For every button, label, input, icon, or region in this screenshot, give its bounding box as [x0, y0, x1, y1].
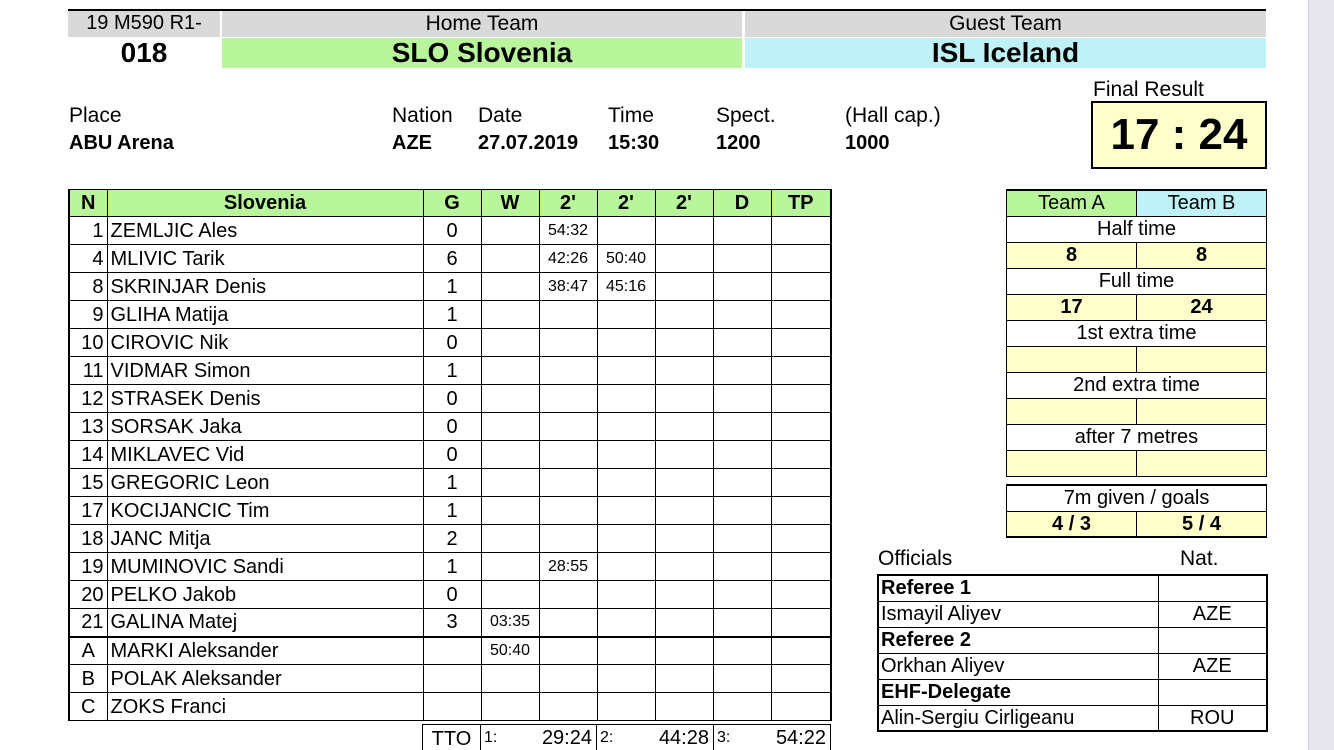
- hallcap-label: (Hall cap.): [845, 104, 941, 127]
- col-header-susp3: 2': [655, 190, 713, 217]
- referee-1-label: Referee 1: [878, 575, 1158, 601]
- player-name: CIROVIC Nik: [107, 329, 423, 357]
- player-goals: 1: [423, 301, 481, 329]
- player-number: 19: [69, 553, 107, 581]
- player-susp1: [539, 609, 597, 637]
- player-name: KOCIJANCIC Tim: [107, 497, 423, 525]
- table-row: [69, 273, 831, 301]
- player-susp1: [539, 385, 597, 413]
- official-blank: [539, 637, 597, 665]
- player-goals: 0: [423, 329, 481, 357]
- half-time-b: 8: [1137, 242, 1267, 268]
- player-susp3: [655, 581, 713, 609]
- player-disq: [713, 441, 771, 469]
- time-label: Time: [608, 104, 654, 127]
- guest-team-label: Guest Team: [745, 11, 1266, 37]
- date-label: Date: [478, 104, 523, 127]
- table-row: [69, 525, 831, 553]
- player-susp1: [539, 581, 597, 609]
- player-goals: 0: [423, 217, 481, 245]
- player-name: GALINA Matej: [107, 609, 423, 637]
- player-warning: [481, 217, 539, 245]
- player-susp2: 50:40: [597, 245, 655, 273]
- player-susp2: [597, 609, 655, 637]
- officials-table: [877, 574, 1268, 732]
- player-susp2: [597, 357, 655, 385]
- col-header-disq: D: [713, 190, 771, 217]
- player-disq: [713, 329, 771, 357]
- player-tp: [771, 413, 831, 441]
- table-row: [69, 217, 831, 245]
- tto-1-value: 29:24: [541, 727, 592, 749]
- player-susp1: [539, 441, 597, 469]
- player-warning: [481, 385, 539, 413]
- player-name: SORSAK Jaka: [107, 413, 423, 441]
- player-number: 12: [69, 385, 107, 413]
- player-susp1: [539, 329, 597, 357]
- results-table: [1006, 189, 1267, 477]
- player-susp3: [655, 441, 713, 469]
- team-official-row: [69, 693, 831, 721]
- player-warning: [481, 329, 539, 357]
- player-susp3: [655, 273, 713, 301]
- player-warning: [481, 273, 539, 301]
- after-7m-label: after 7 metres: [1007, 424, 1267, 450]
- player-number: 4: [69, 245, 107, 273]
- referee-1-nat-blank: [1158, 575, 1267, 601]
- referee-2-nat: AZE: [1158, 653, 1267, 679]
- officials-label: Officials: [878, 547, 953, 570]
- player-tp: [771, 469, 831, 497]
- player-disq: [713, 273, 771, 301]
- player-disq: [713, 609, 771, 637]
- player-tp: [771, 217, 831, 245]
- player-name: MLIVIC Tarik: [107, 245, 423, 273]
- player-warning: [481, 553, 539, 581]
- table-row: [69, 609, 831, 637]
- player-number: 14: [69, 441, 107, 469]
- player-susp3: [655, 385, 713, 413]
- seven-metre-label: 7m given / goals: [1007, 485, 1267, 511]
- player-susp2: [597, 497, 655, 525]
- official-warning: [481, 665, 539, 693]
- officials-nat-label: Nat.: [1180, 547, 1219, 570]
- tto-3: [714, 725, 831, 750]
- player-susp2: [597, 469, 655, 497]
- player-susp2: [597, 553, 655, 581]
- half-time-a: 8: [1007, 242, 1137, 268]
- player-warning: [481, 469, 539, 497]
- nation-label: Nation: [392, 104, 453, 127]
- half-time-label: Half time: [1007, 216, 1267, 242]
- place-value: ABU Arena: [69, 132, 174, 154]
- player-susp1: 28:55: [539, 553, 597, 581]
- date-value: 27.07.2019: [478, 132, 579, 154]
- player-susp3: [655, 329, 713, 357]
- player-susp3: [655, 553, 713, 581]
- time-value: 15:30: [608, 132, 660, 154]
- player-number: 18: [69, 525, 107, 553]
- player-susp2: [597, 385, 655, 413]
- player-susp1: [539, 301, 597, 329]
- official-blank: [597, 665, 655, 693]
- player-susp3: [655, 609, 713, 637]
- player-number: 17: [69, 497, 107, 525]
- player-susp1: [539, 469, 597, 497]
- col-header-n: N: [69, 190, 107, 217]
- extra-time-2-a: [1007, 398, 1137, 424]
- player-name: STRASEK Denis: [107, 385, 423, 413]
- team-official-row: [69, 637, 831, 665]
- player-susp3: [655, 245, 713, 273]
- player-name: ZEMLJIC Ales: [107, 217, 423, 245]
- player-susp2: [597, 525, 655, 553]
- player-susp3: [655, 497, 713, 525]
- tto-row: [422, 724, 831, 750]
- player-tp: [771, 581, 831, 609]
- player-name: MUMINOVIC Sandi: [107, 553, 423, 581]
- player-susp3: [655, 357, 713, 385]
- player-susp2: 45:16: [597, 273, 655, 301]
- delegate-label: EHF-Delegate: [878, 679, 1158, 705]
- player-goals: 0: [423, 413, 481, 441]
- official-blank: [771, 665, 831, 693]
- official-warning: [481, 693, 539, 721]
- player-name: SKRINJAR Denis: [107, 273, 423, 301]
- player-goals: 0: [423, 581, 481, 609]
- player-susp2: [597, 329, 655, 357]
- delegate-nat-blank: [1158, 679, 1267, 705]
- player-tp: [771, 525, 831, 553]
- guest-team-name: ISL Iceland: [745, 38, 1266, 68]
- player-tp: [771, 357, 831, 385]
- roster-header-row: [69, 190, 831, 217]
- col-header-team: Slovenia: [107, 190, 423, 217]
- home-team-label: Home Team: [222, 11, 742, 37]
- player-disq: [713, 301, 771, 329]
- official-blank: [713, 637, 771, 665]
- spect-value: 1200: [716, 132, 761, 154]
- col-header-susp1: 2': [539, 190, 597, 217]
- official-blank: [539, 665, 597, 693]
- extra-time-1-b: [1137, 346, 1267, 372]
- player-warning: [481, 357, 539, 385]
- match-code-line2: 018: [120, 37, 168, 68]
- col-header-goals: G: [423, 190, 481, 217]
- official-blank: [655, 637, 713, 665]
- player-tp: [771, 441, 831, 469]
- delegate-name: Alin-Sergiu Cirligeanu: [878, 705, 1158, 731]
- player-disq: [713, 413, 771, 441]
- tto-1-label: 1:: [484, 729, 498, 746]
- roster-table: [68, 189, 832, 721]
- player-susp1: [539, 413, 597, 441]
- player-number: 15: [69, 469, 107, 497]
- referee-1-nat: AZE: [1158, 601, 1267, 627]
- official-goals-blank: [423, 637, 481, 665]
- table-row: [69, 301, 831, 329]
- player-susp1: [539, 525, 597, 553]
- player-warning: [481, 441, 539, 469]
- referee-2-nat-blank: [1158, 627, 1267, 653]
- player-susp2: [597, 581, 655, 609]
- player-warning: [481, 301, 539, 329]
- player-susp3: [655, 217, 713, 245]
- table-row: [69, 581, 831, 609]
- player-number: 21: [69, 609, 107, 637]
- official-warning: 50:40: [481, 637, 539, 665]
- team-b-label: Team B: [1137, 190, 1267, 216]
- seven-metre-b: 5 / 4: [1137, 511, 1267, 537]
- player-susp1: 38:47: [539, 273, 597, 301]
- player-name: MIKLAVEC Vid: [107, 441, 423, 469]
- player-susp1: 42:26: [539, 245, 597, 273]
- player-disq: [713, 525, 771, 553]
- player-susp1: 54:32: [539, 217, 597, 245]
- player-goals: 1: [423, 553, 481, 581]
- referee-2-name: Orkhan Aliyev: [878, 653, 1158, 679]
- player-disq: [713, 217, 771, 245]
- tto-3-label: 3:: [717, 729, 731, 746]
- official-blank: [713, 665, 771, 693]
- page-edge: [1308, 0, 1334, 750]
- player-susp3: [655, 525, 713, 553]
- table-row: [69, 497, 831, 525]
- player-name: VIDMAR Simon: [107, 357, 423, 385]
- after-7m-a: [1007, 450, 1137, 476]
- table-row: [69, 413, 831, 441]
- official-blank: [655, 665, 713, 693]
- player-disq: [713, 553, 771, 581]
- delegate-nat: ROU: [1158, 705, 1267, 731]
- extra-time-2-label: 2nd extra time: [1007, 372, 1267, 398]
- player-susp2: [597, 413, 655, 441]
- col-header-warning: W: [481, 190, 539, 217]
- place-label: Place: [69, 104, 122, 127]
- col-header-susp2: 2': [597, 190, 655, 217]
- official-letter: A: [69, 637, 107, 665]
- tto-label: TTO: [423, 725, 481, 750]
- official-letter: C: [69, 693, 107, 721]
- official-blank: [655, 693, 713, 721]
- after-7m-b: [1137, 450, 1267, 476]
- tto-2-value: 44:28: [658, 727, 709, 749]
- player-susp1: [539, 497, 597, 525]
- player-goals: 1: [423, 469, 481, 497]
- col-header-tp: TP: [771, 190, 831, 217]
- player-warning: [481, 413, 539, 441]
- player-goals: 6: [423, 245, 481, 273]
- player-goals: 1: [423, 273, 481, 301]
- player-susp1: [539, 357, 597, 385]
- final-result-score: 17 : 24: [1091, 101, 1267, 169]
- player-tp: [771, 609, 831, 637]
- referee-1-name: Ismayil Aliyev: [878, 601, 1158, 627]
- player-disq: [713, 497, 771, 525]
- player-tp: [771, 497, 831, 525]
- player-goals: 1: [423, 497, 481, 525]
- tto-2-label: 2:: [600, 729, 614, 746]
- player-goals: 3: [423, 609, 481, 637]
- player-tp: [771, 385, 831, 413]
- player-susp2: [597, 441, 655, 469]
- player-disq: [713, 385, 771, 413]
- player-number: 11: [69, 357, 107, 385]
- official-blank: [713, 693, 771, 721]
- player-goals: 0: [423, 385, 481, 413]
- official-goals-blank: [423, 665, 481, 693]
- player-tp: [771, 301, 831, 329]
- player-disq: [713, 357, 771, 385]
- official-blank: [597, 693, 655, 721]
- player-disq: [713, 581, 771, 609]
- player-susp3: [655, 413, 713, 441]
- official-name: MARKI Aleksander: [107, 637, 423, 665]
- player-warning: [481, 245, 539, 273]
- table-row: [69, 357, 831, 385]
- table-row: [69, 469, 831, 497]
- player-susp3: [655, 301, 713, 329]
- table-row: [69, 553, 831, 581]
- table-row: [69, 385, 831, 413]
- official-blank: [771, 693, 831, 721]
- extra-time-1-label: 1st extra time: [1007, 320, 1267, 346]
- home-team-name: SLO Slovenia: [222, 38, 742, 68]
- player-number: 1: [69, 217, 107, 245]
- seven-metre-a: 4 / 3: [1007, 511, 1137, 537]
- extra-time-2-b: [1137, 398, 1267, 424]
- extra-time-1-a: [1007, 346, 1137, 372]
- player-number: 9: [69, 301, 107, 329]
- player-susp2: [597, 217, 655, 245]
- player-goals: 0: [423, 441, 481, 469]
- official-blank: [539, 693, 597, 721]
- player-tp: [771, 245, 831, 273]
- team-official-row: [69, 665, 831, 693]
- table-row: [69, 245, 831, 273]
- nation-value: AZE: [392, 132, 432, 154]
- full-time-b: 24: [1137, 294, 1267, 320]
- player-goals: 1: [423, 357, 481, 385]
- player-number: 10: [69, 329, 107, 357]
- tto-1: [481, 725, 597, 750]
- player-susp3: [655, 469, 713, 497]
- seven-metre-table: [1006, 484, 1267, 538]
- player-warning: [481, 497, 539, 525]
- official-letter: B: [69, 665, 107, 693]
- tto-3-value: 54:22: [775, 727, 826, 749]
- tto-2: [597, 725, 714, 750]
- official-name: POLAK Aleksander: [107, 665, 423, 693]
- roster-body: [69, 217, 831, 721]
- player-warning: [481, 525, 539, 553]
- player-name: PELKO Jakob: [107, 581, 423, 609]
- player-name: GREGORIC Leon: [107, 469, 423, 497]
- final-result-label: Final Result: [1093, 78, 1204, 101]
- player-warning: [481, 581, 539, 609]
- player-susp2: [597, 301, 655, 329]
- player-disq: [713, 245, 771, 273]
- referee-2-label: Referee 2: [878, 627, 1158, 653]
- table-row: [69, 329, 831, 357]
- player-tp: [771, 273, 831, 301]
- match-code-line1: 19 M590 R1-: [68, 11, 220, 37]
- official-blank: [771, 637, 831, 665]
- spect-label: Spect.: [716, 104, 776, 127]
- player-number: 20: [69, 581, 107, 609]
- player-disq: [713, 469, 771, 497]
- player-warning: 03:35: [481, 609, 539, 637]
- player-number: 13: [69, 413, 107, 441]
- player-goals: 2: [423, 525, 481, 553]
- player-tp: [771, 553, 831, 581]
- player-tp: [771, 329, 831, 357]
- team-a-label: Team A: [1007, 190, 1137, 216]
- hallcap-value: 1000: [845, 132, 890, 154]
- full-time-a: 17: [1007, 294, 1137, 320]
- official-goals-blank: [423, 693, 481, 721]
- full-time-label: Full time: [1007, 268, 1267, 294]
- player-name: JANC Mitja: [107, 525, 423, 553]
- table-row: [69, 441, 831, 469]
- official-blank: [597, 637, 655, 665]
- player-number: 8: [69, 273, 107, 301]
- player-name: GLIHA Matija: [107, 301, 423, 329]
- official-name: ZOKS Franci: [107, 693, 423, 721]
